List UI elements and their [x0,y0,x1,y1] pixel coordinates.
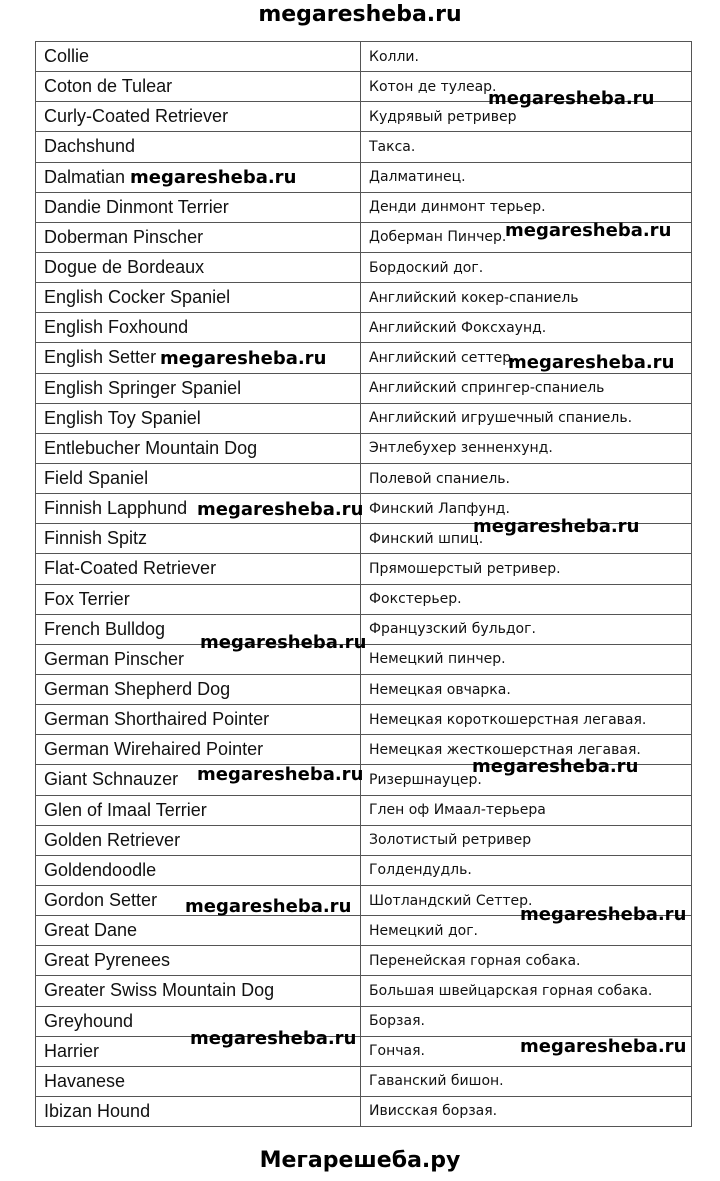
breed-english: Field Spaniel [36,463,361,493]
breed-russian: Немецкий пинчер. [361,644,692,674]
breed-russian: Прямошерстый ретривер. [361,554,692,584]
breed-russian: Фокстерьер. [361,584,692,614]
breed-russian: Английский Фоксхаунд. [361,313,692,343]
breed-english: Dachshund [36,132,361,162]
watermark-text: megaresheba.ru [520,1036,687,1057]
breed-russian: Английский сеттер. [361,343,692,373]
table-row [36,1096,692,1126]
breed-english: Gordon Setter [36,885,361,915]
watermark-text: megaresheba.ru [473,516,640,537]
breed-russian: Немецкий дог. [361,916,692,946]
breed-english: Fox Terrier [36,584,361,614]
breed-russian: Доберман Пинчер. [361,222,692,252]
table-row [36,1006,692,1036]
watermark-text: megaresheba.ru [488,88,655,109]
breed-english: Great Pyrenees [36,946,361,976]
breed-russian: Далматинец. [361,162,692,192]
breed-russian: Бордоский дог. [361,252,692,282]
breed-english: Harrier [36,1036,361,1066]
breed-russian: Кудрявый ретривер [361,102,692,132]
watermark-text: megaresheba.ru [200,632,367,653]
table-row [36,674,692,704]
table-row [36,132,692,162]
breed-russian: Ивисская борзая. [361,1096,692,1126]
breed-english: Finnish Lapphund [36,494,361,524]
breed-russian: Немецкая овчарка. [361,674,692,704]
breed-russian: Гончая. [361,1036,692,1066]
table-row [36,42,692,72]
table-row [36,313,692,343]
breed-english: English Toy Spaniel [36,403,361,433]
watermark-text: megaresheba.ru [520,904,687,925]
breed-russian: Финский Лапфунд. [361,494,692,524]
table-row [36,252,692,282]
breed-russian: Энтлебухер зенненхунд. [361,433,692,463]
breed-english: English Cocker Spaniel [36,283,361,313]
breed-english: Coton de Tulear [36,72,361,102]
breed-english: English Foxhound [36,313,361,343]
breed-russian: Большая швейцарская горная собака. [361,976,692,1006]
watermark-text: megaresheba.ru [190,1028,357,1049]
breed-russian: Глен оф Имаал-терьера [361,795,692,825]
breed-russian: Перенейская горная собака. [361,946,692,976]
breed-english: Dogue de Bordeaux [36,252,361,282]
table-row [36,554,692,584]
breed-russian: Денди динмонт терьер. [361,192,692,222]
table-row [36,463,692,493]
breed-english: Collie [36,42,361,72]
breed-russian: Голдендудль. [361,855,692,885]
breed-russian: Ризершнауцер. [361,765,692,795]
breed-russian: Полевой спаниель. [361,463,692,493]
table-row [36,946,692,976]
breed-russian: Золотистый ретривер [361,825,692,855]
breed-english: Ibizan Hound [36,1096,361,1126]
breed-english: Golden Retriever [36,825,361,855]
breed-english: Glen of Imaal Terrier [36,795,361,825]
breed-english: German Wirehaired Pointer [36,735,361,765]
watermark-text: megaresheba.ru [160,348,327,369]
breed-russian: Немецкая короткошерстная легавая. [361,705,692,735]
breed-russian: Английский кокер-спаниель [361,283,692,313]
breed-english: French Bulldog [36,614,361,644]
breed-english: Great Dane [36,916,361,946]
table-row [36,855,692,885]
breed-english: Finnish Spitz [36,524,361,554]
breed-russian: Французский бульдог. [361,614,692,644]
table-row [36,795,692,825]
table-row [36,192,692,222]
breed-russian: Такса. [361,132,692,162]
breed-english: Havanese [36,1066,361,1096]
watermark-text: megaresheba.ru [472,756,639,777]
breed-russian: Английский спрингер-спаниель [361,373,692,403]
breed-english: Dalmatian [36,162,361,192]
breed-english: Greater Swiss Mountain Dog [36,976,361,1006]
table-row [36,584,692,614]
table-row [36,1066,692,1096]
breed-english: German Shorthaired Pointer [36,705,361,735]
table-row [36,976,692,1006]
watermark-text: megaresheba.ru [197,764,364,785]
watermark-text: megaresheba.ru [197,499,364,520]
site-footer: Мегарешеба.ру [259,1148,461,1173]
breed-russian: Гаванский бишон. [361,1066,692,1096]
breed-english: Curly-Coated Retriever [36,102,361,132]
table-row [36,373,692,403]
breed-english: German Shepherd Dog [36,674,361,704]
breed-english: Giant Schnauzer [36,765,361,795]
watermark-text: megaresheba.ru [505,220,672,241]
table-row [36,705,692,735]
breed-english: German Pinscher [36,644,361,674]
breed-russian: Шотландский Сеттер. [361,885,692,915]
dog-breed-table [35,41,692,1127]
breed-english: Entlebucher Mountain Dog [36,433,361,463]
breed-russian: Котон де тулеар. [361,72,692,102]
breed-english: Goldendoodle [36,855,361,885]
breed-russian: Колли. [361,42,692,72]
table-row [36,825,692,855]
watermark-text: megaresheba.ru [130,167,297,188]
breed-english: English Springer Spaniel [36,373,361,403]
table-row [36,403,692,433]
site-header: megaresheba.ru [258,2,462,27]
watermark-text: megaresheba.ru [508,352,675,373]
breed-russian: Английский игрушечный спаниель. [361,403,692,433]
watermark-text: megaresheba.ru [185,896,352,917]
breed-english: Dandie Dinmont Terrier [36,192,361,222]
breed-english: English Setter [36,343,361,373]
breed-english: Flat-Coated Retriever [36,554,361,584]
table-row [36,433,692,463]
breed-english: Doberman Pinscher [36,222,361,252]
breed-russian: Финский шпиц. [361,524,692,554]
breed-russian: Борзая. [361,1006,692,1036]
table-row [36,283,692,313]
breed-english: Greyhound [36,1006,361,1036]
breed-russian: Немецкая жесткошерстная легавая. [361,735,692,765]
